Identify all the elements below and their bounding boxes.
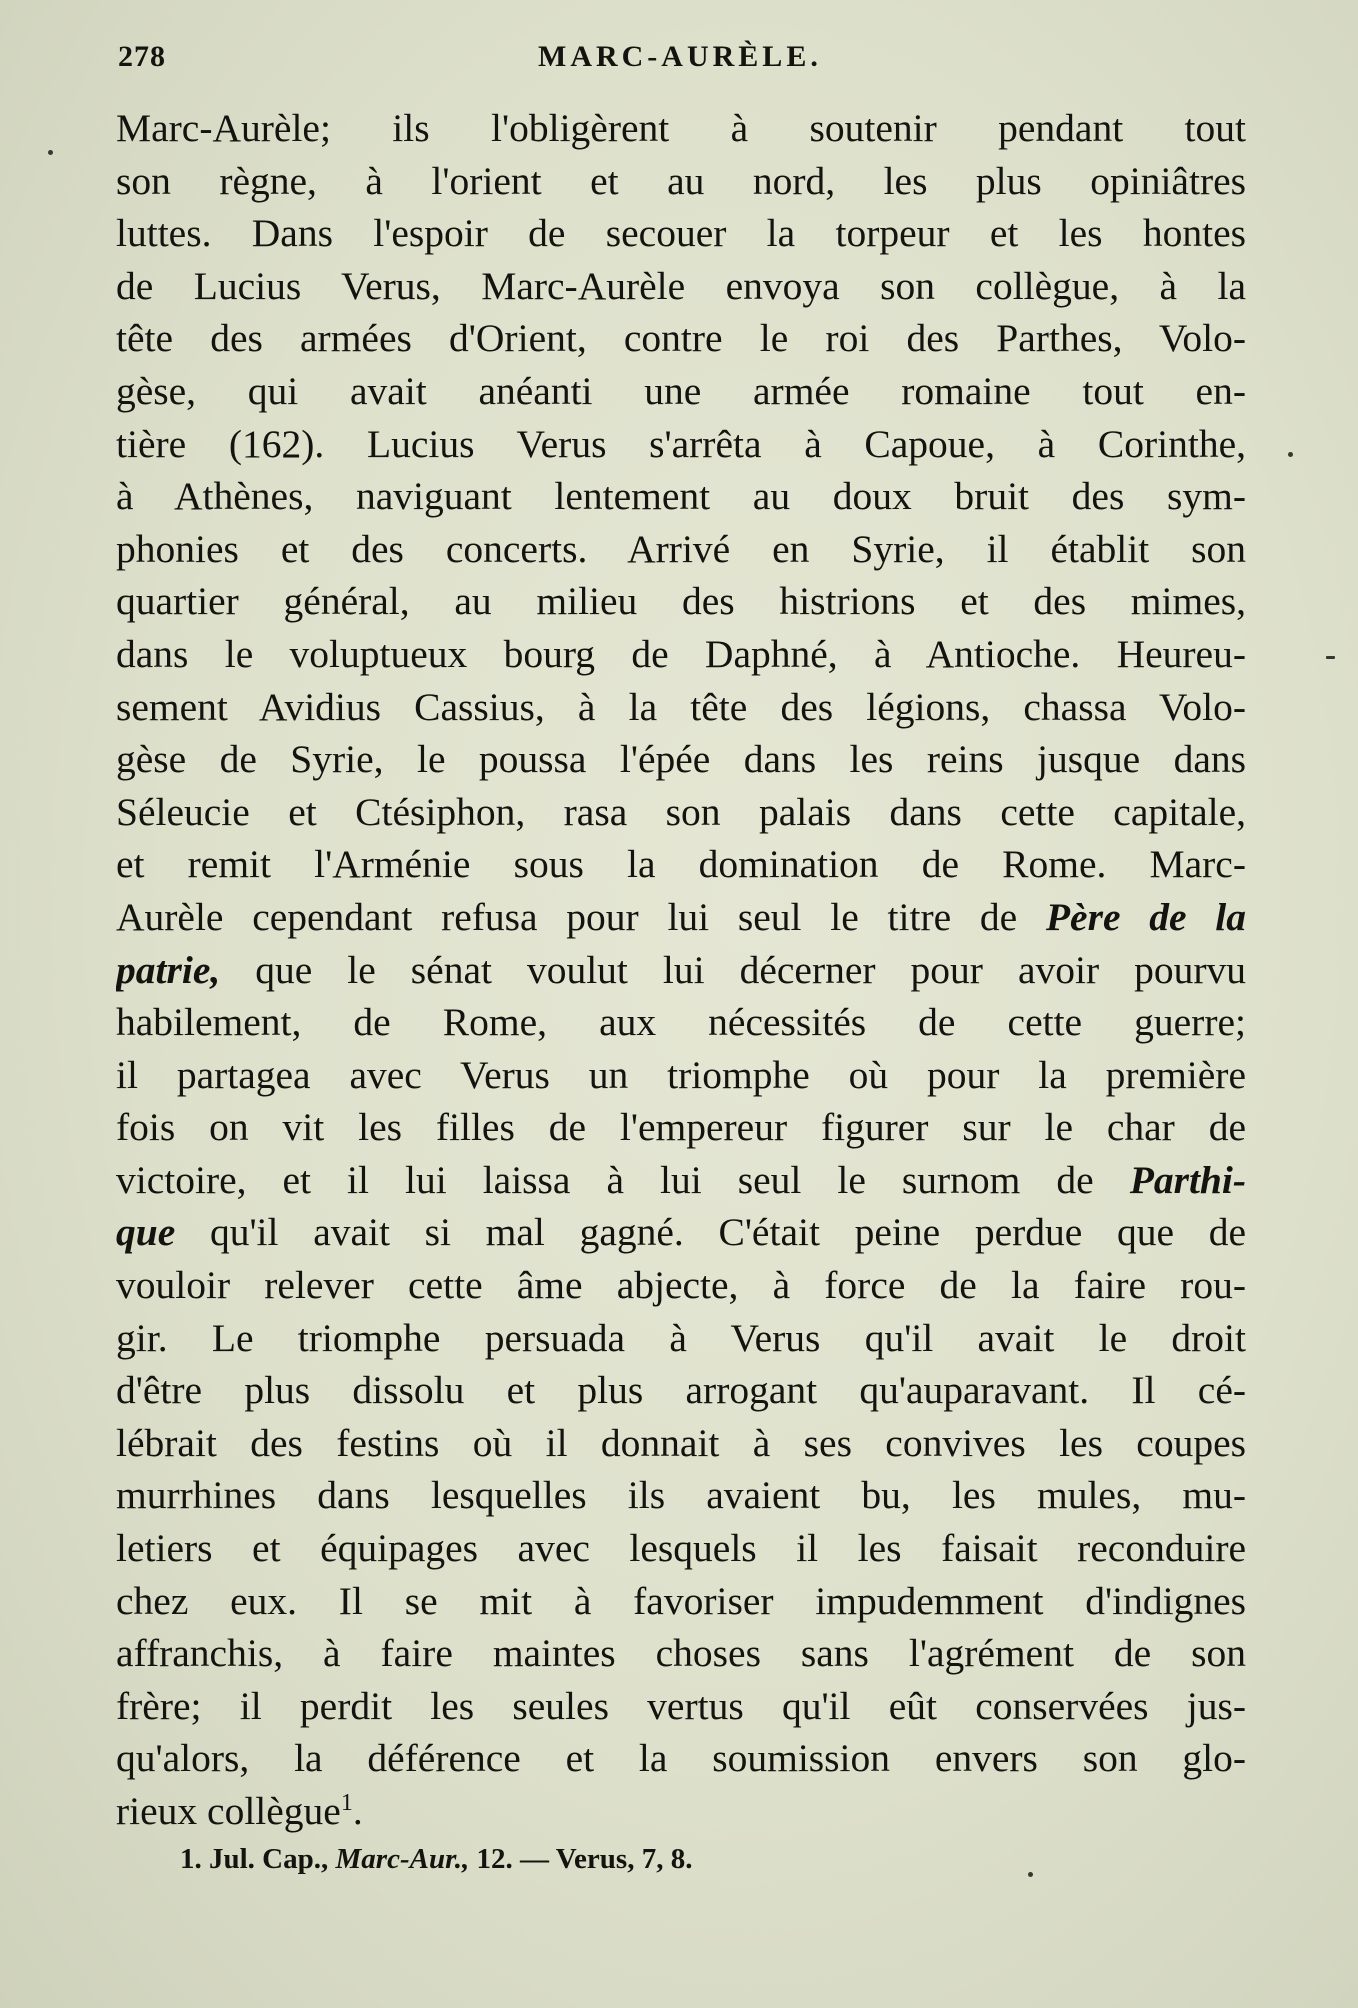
text-segment: rieux collègue	[116, 1789, 341, 1833]
text-line: luttes. Dans l'espoir de secouer la torpeur et les hontes	[116, 211, 1246, 256]
text-line: tête des armées d'Orient, contre le roi des Parthes, Volo-	[116, 316, 1246, 361]
text-line: son règne, à l'orient et au nord, les plus opiniâtres	[116, 158, 1246, 203]
text-line: vouloir relever cette âme abjecte, à force de la faire rou-	[116, 1263, 1246, 1308]
running-head	[118, 40, 1248, 84]
footnote-source: Jul. Cap.,	[209, 1843, 329, 1875]
footnote-number: 1.	[180, 1843, 202, 1875]
text-line: chez eux. Il se mit à favoriser impudemment d'indignes	[116, 1578, 1246, 1623]
text-line-mixed	[116, 891, 1246, 944]
text-line: frère; il perdit les seules vertus qu'il eût conservées jus-	[116, 1683, 1246, 1728]
final-period: .	[352, 1789, 363, 1833]
paper-speck	[1288, 452, 1293, 457]
text-line: fois on vit les filles de l'empereur figurer sur le char de	[116, 1105, 1246, 1150]
italic-term-patrie: patrie,	[116, 947, 221, 992]
text-line: de Lucius Verus, Marc-Aurèle envoya son collègue, à la	[116, 263, 1246, 308]
text-line: il partagea avec Verus un triomphe où pour la première	[116, 1052, 1246, 1097]
text-line: à Athènes, naviguant lentement au doux bruit des sym-	[116, 474, 1246, 519]
text-line: phonies et des concerts. Arrivé en Syrie, il établit son	[116, 526, 1246, 571]
text-line: quartier général, au milieu des histrions et des mimes,	[116, 579, 1246, 624]
paper-speck	[1028, 1872, 1033, 1877]
text-line: lébrait des festins où il donnait à ses convives les coupes	[116, 1420, 1246, 1465]
text-segment: Aurèle cependant refusa pour lui seul le titre de	[116, 894, 1018, 939]
text-line: d'être plus dissolu et plus arrogant qu'auparavant. Il cé-	[116, 1368, 1246, 1413]
text-line: murrhines dans lesquelles ils avaient bu, les mules, mu-	[116, 1473, 1246, 1518]
italic-term-que: que	[116, 1210, 176, 1255]
text-line: sement Avidius Cassius, à la tête des légions, chassa Volo-	[116, 684, 1246, 729]
text-line: gèse, qui avait anéanti une armée romaine tout en-	[116, 368, 1246, 413]
footnote-reference: 12. — Verus, 7, 8.	[476, 1843, 693, 1875]
text-line: et remit l'Arménie sous la domination de Rome. Marc-	[116, 842, 1246, 887]
footnote-marker: 1	[340, 1790, 353, 1816]
text-line: letiers et équipages avec lesquels il les faisait reconduire	[116, 1526, 1246, 1571]
text-line: affranchis, à faire maintes choses sans l'agrément de son	[116, 1631, 1246, 1676]
footnote-work-title: Marc-Aur.,	[335, 1843, 470, 1875]
paper-speck	[48, 150, 53, 155]
body-text	[116, 102, 1246, 1838]
running-title: MARC-AURÈLE.	[538, 40, 822, 73]
text-line-mixed	[116, 944, 1246, 997]
text-line: gèse de Syrie, le poussa l'épée dans les reins jusque dans	[116, 737, 1246, 782]
text-line: Séleucie et Ctésiphon, rasa son palais dans cette capitale,	[116, 789, 1246, 834]
text-line: habilement, de Rome, aux nécessités de cette guerre;	[116, 1000, 1246, 1045]
text-segment: que le sénat voulut lui décerner pour avoir pourvu	[255, 947, 1246, 992]
text-line: Marc-Aurèle; ils l'obligèrent à soutenir pendant tout	[116, 106, 1246, 150]
text-line: dans le voluptueux bourg de Daphné, à Antioche. Heureu-	[116, 631, 1246, 676]
text-line-mixed	[116, 1206, 1246, 1259]
text-segment: victoire, et il lui laissa à lui seul le surnom de	[116, 1157, 1094, 1202]
italic-term-parthi: Parthi-	[1129, 1157, 1246, 1202]
text-segment: qu'il avait si mal gagné. C'était peine perdue que de	[209, 1210, 1246, 1255]
footnote	[180, 1843, 692, 1876]
page-number: 278	[118, 40, 166, 73]
text-line-last	[116, 1785, 1246, 1838]
text-line: gir. Le triomphe persuada à Verus qu'il avait le droit	[116, 1315, 1246, 1360]
text-line-mixed	[116, 1154, 1246, 1207]
text-line: qu'alors, la déférence et la soumission envers son glo-	[116, 1736, 1246, 1781]
italic-term-pere-de-la: Père de la	[1045, 894, 1246, 939]
paper-speck	[1326, 656, 1335, 659]
text-line: tière (162). Lucius Verus s'arrêta à Capoue, à Corinthe,	[116, 421, 1246, 466]
